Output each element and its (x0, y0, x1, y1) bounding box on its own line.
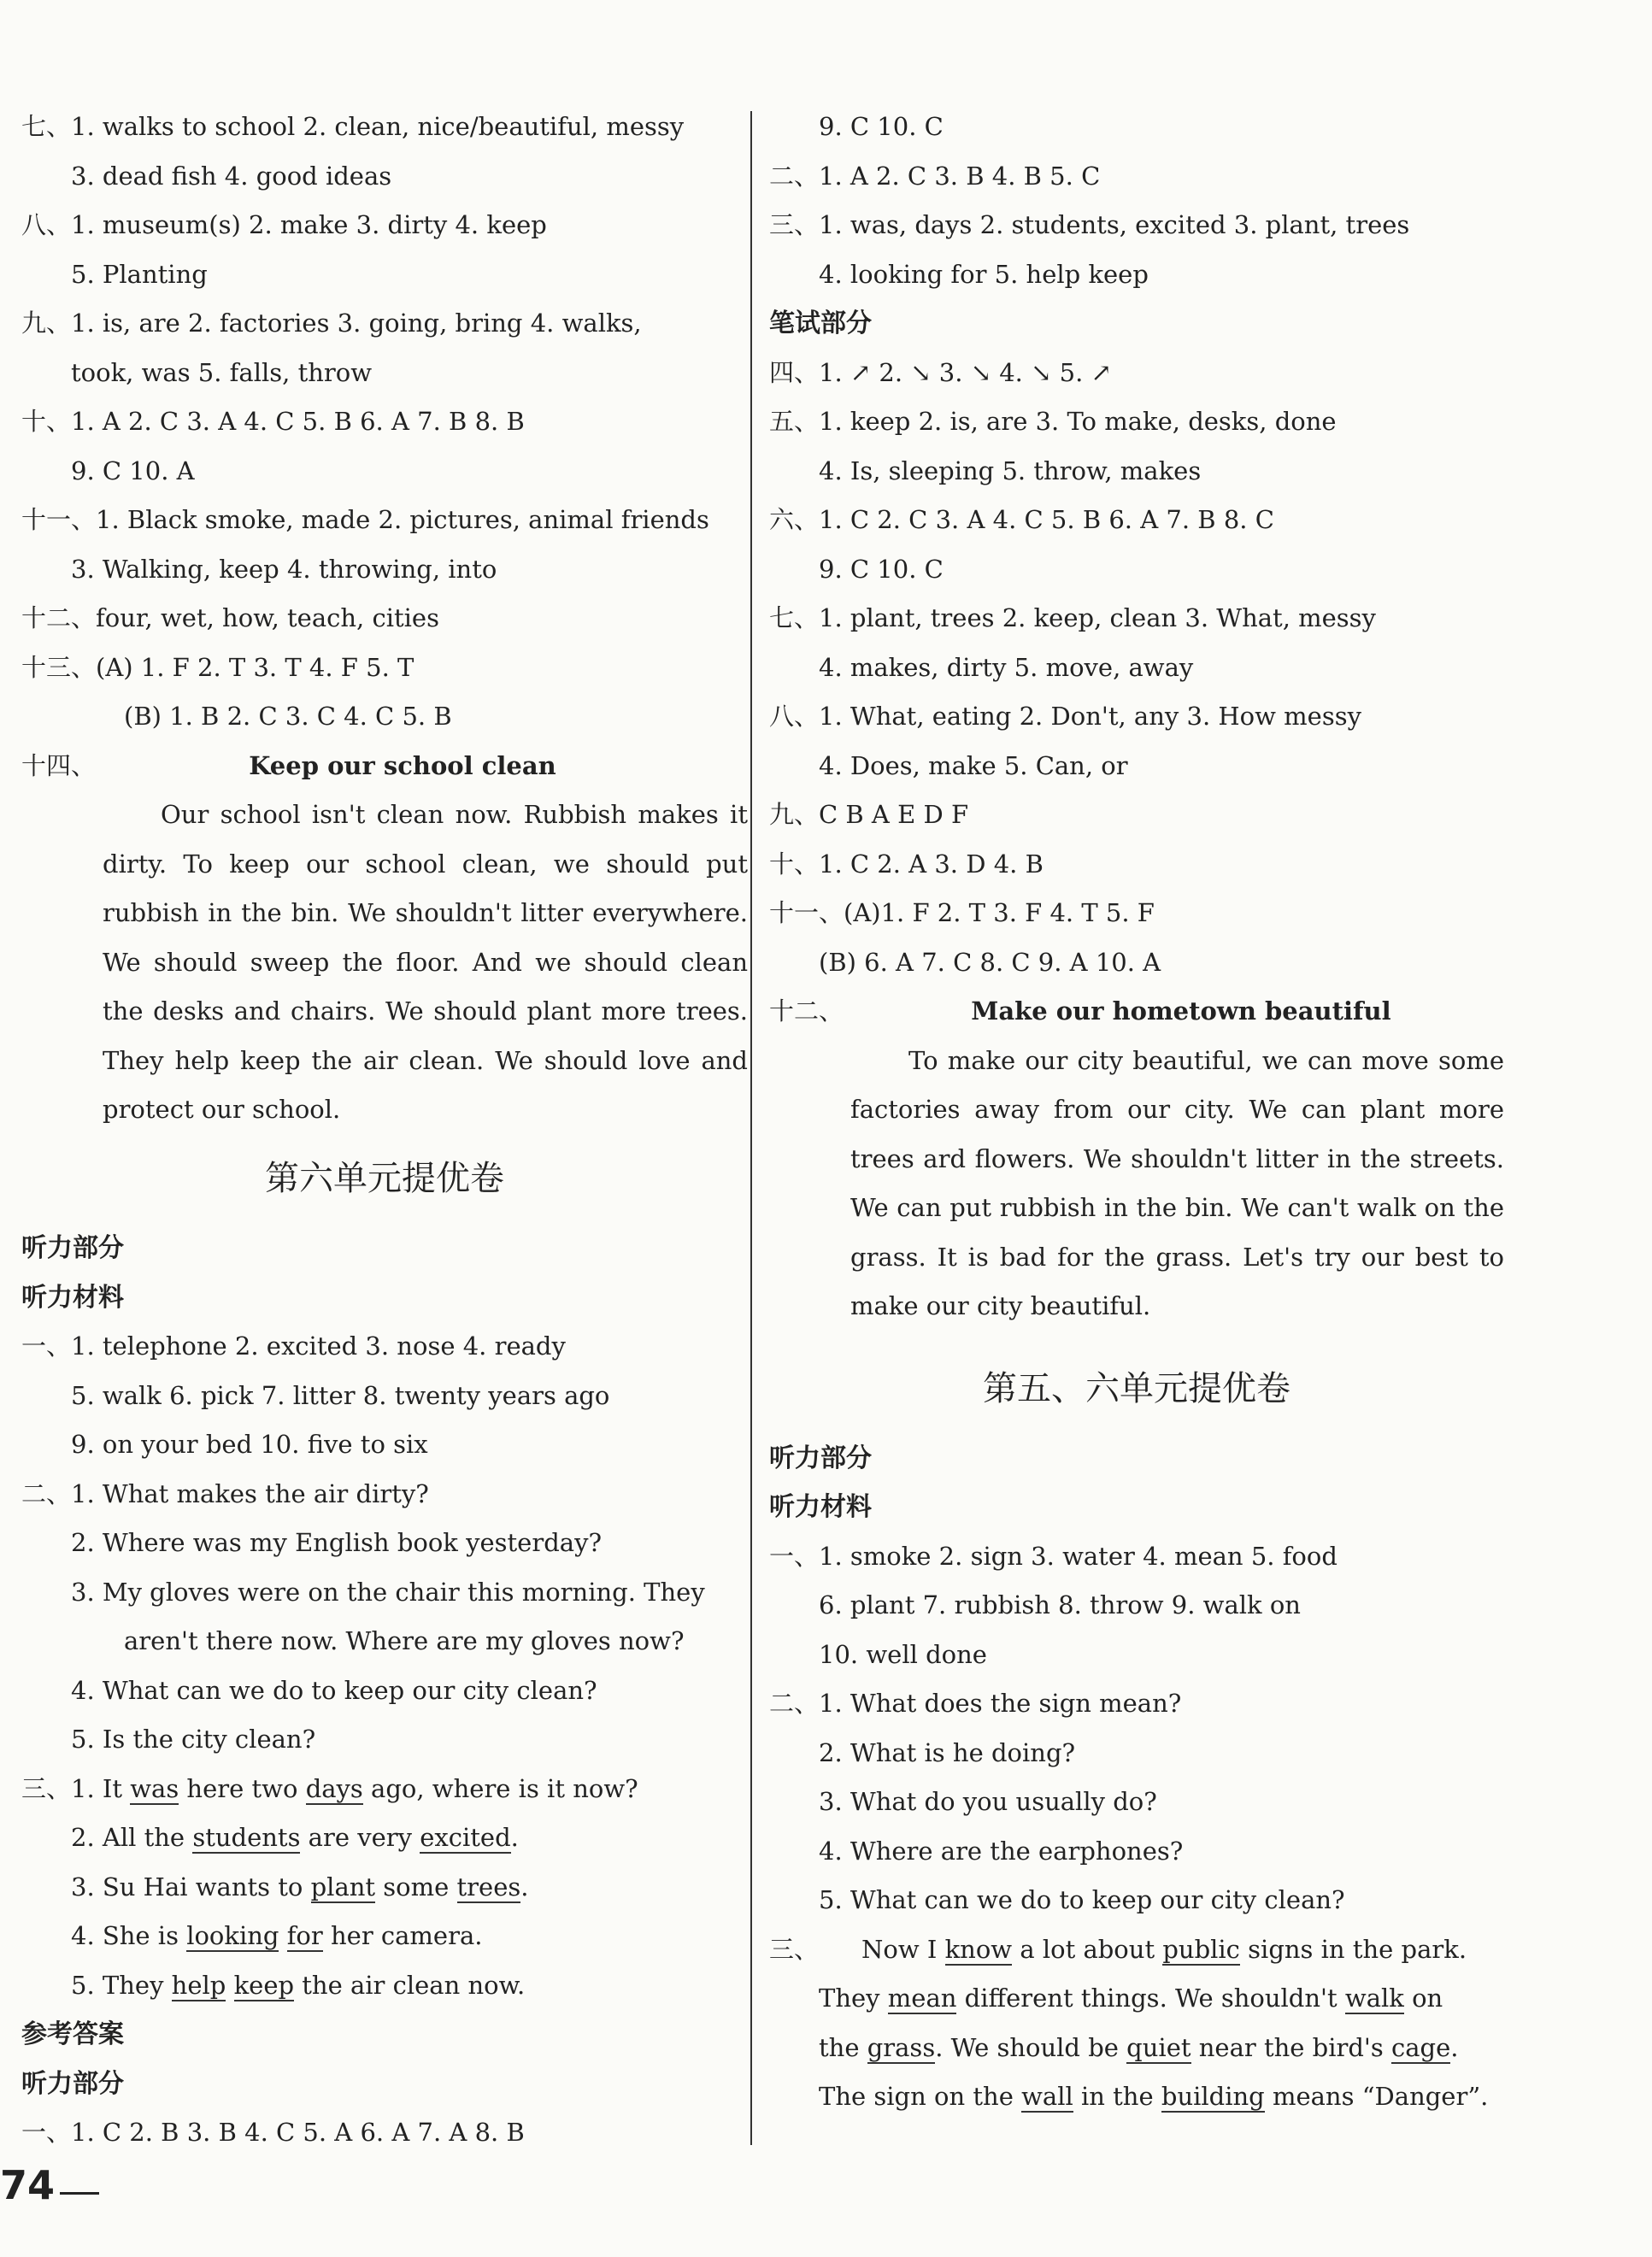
listen-line: 6. plant 7. rubbish 8. throw 9. walk on (819, 1590, 1301, 1619)
passage-line (769, 2072, 1504, 2122)
essay-heading (769, 987, 1504, 1037)
answer-line: 4. makes, dirty 5. move, away (819, 652, 1194, 682)
answer-line: 八、1. What, eating 2. Don't, any 3. How messy (769, 702, 1361, 731)
underlined-word: cage (1391, 2032, 1451, 2062)
listen-line: 3. What do you usually do? (819, 1787, 1157, 1816)
essay-body (21, 791, 748, 1134)
underlined-word: mean (887, 1984, 957, 2013)
section-heading: 听力部分 (769, 1443, 872, 1473)
answer-line: 9. C 10. C (819, 112, 944, 141)
text: the (819, 2032, 867, 2062)
answer-line: 5. Planting (71, 259, 208, 289)
answer-line: 七、1. walks to school 2. clean, nice/beautiful, messy (21, 112, 685, 141)
text: 三、1. It (21, 1773, 131, 1803)
text: near the bird's (1190, 2032, 1391, 2062)
underlined-word: building (1161, 2082, 1265, 2111)
text: some (375, 1872, 457, 1901)
dictation-line (21, 1765, 748, 1814)
listen-line: 5. Is the city clean? (71, 1725, 316, 1754)
underlined-word: grass (867, 2032, 936, 2062)
essay-title: Make our hometown beautiful (971, 996, 1391, 1026)
text: in the (1073, 2082, 1161, 2111)
dictation-line (21, 1912, 748, 1961)
text: the air clean now. (294, 1970, 526, 2000)
answer-line: 9. C 10. A (71, 456, 195, 485)
underlined-word: wall (1021, 2082, 1073, 2111)
listen-line: 4. Where are the earphones? (819, 1836, 1184, 1866)
answer-line: 十一、1. Black smoke, made 2. pictures, animal friends (21, 505, 709, 534)
unit-title: 第五、六单元提优卷 (983, 1368, 1290, 1408)
underlined-word: was (130, 1773, 179, 1803)
answer-line: 四、1. ↗ 2. ↘ 3. ↘ 4. ↘ 5. ↗ (769, 357, 1112, 387)
section-heading: 参考答案 (21, 2019, 124, 2049)
right-column (769, 103, 1504, 2122)
essay-text: Our school isn't clean now. Rubbish makes it dirty. To keep our school clean, we should put rubbish in the bin. We shouldn't litter everywhere. We should sweep the floor. And we should clean the desks and chairs. We should plant more trees. They help keep the air clean. We should love and protect our school. (103, 800, 748, 1124)
left-column (21, 103, 748, 2158)
text: Now I (861, 1934, 945, 1964)
text: signs in the park. (1239, 1934, 1467, 1964)
underlined-word: plant (310, 1872, 376, 1901)
answer-line: (B) 6. A 7. C 8. C 9. A 10. A (819, 947, 1161, 977)
text: different things. We shouldn't (956, 1984, 1345, 2013)
text: . (520, 1872, 529, 1901)
section-heading: 听力材料 (769, 1492, 872, 1522)
essay-number: 十二、 (769, 996, 844, 1026)
underlined-word: keep (233, 1970, 295, 2000)
text: 4. She is (71, 1921, 187, 1950)
answer-line: 3. Walking, keep 4. throwing, into (71, 554, 497, 584)
page-number: 74 (0, 2162, 56, 2208)
essay-text: To make our city beautiful, we can move some factories away from our city. We can plant more trees ard flowers. We shouldn't litter in the streets. We can put rubbish in the bin. We can't walk on the grass. It is bad for the grass. Let's try our best to make our city beautiful. (850, 1045, 1504, 1320)
page-number-dash (60, 2192, 99, 2195)
underlined-word: public (1162, 1934, 1240, 1964)
answer-line: 9. C 10. C (819, 554, 944, 584)
text: means “Danger”. (1264, 2082, 1489, 2111)
answer-line: 十、1. C 2. A 3. D 4. B (769, 849, 1044, 879)
answer-line: 五、1. keep 2. is, are 3. To make, desks, done (769, 407, 1337, 436)
text: . (1450, 2032, 1459, 2062)
underlined-word: trees (456, 1872, 521, 1901)
answer-line: 十、1. A 2. C 3. A 4. C 5. B 6. A 7. B 8. B (21, 407, 525, 436)
section-heading: 听力部分 (21, 1233, 124, 1263)
answer-line: 4. Is, sleeping 5. throw, makes (819, 456, 1202, 485)
listen-line: 3. My gloves were on the chair this morning. They (71, 1577, 705, 1607)
essay-body (769, 1037, 1504, 1344)
column-divider (750, 111, 752, 2145)
text: They (819, 1984, 888, 2013)
dictation-line (21, 1863, 748, 1913)
listen-line: 5. What can we do to keep our city clean? (819, 1885, 1345, 1914)
text (279, 1921, 286, 1950)
text: a lot about (1012, 1934, 1163, 1964)
listen-line: 5. walk 6. pick 7. litter 8. twenty years ago (71, 1380, 610, 1410)
text: 3. Su Hai wants to (71, 1872, 311, 1901)
text: . We should be (935, 2032, 1127, 2062)
text: ago, where is it now? (362, 1773, 638, 1803)
text: are very (300, 1823, 420, 1852)
underlined-word: students (192, 1823, 301, 1852)
answer-line: 七、1. plant, trees 2. keep, clean 3. What, messy (769, 603, 1376, 632)
section-number: 三、 (769, 1934, 820, 1964)
answer-line: 六、1. C 2. C 3. A 4. C 5. B 6. A 7. B 8. C (769, 505, 1274, 534)
underlined-word: excited (420, 1823, 511, 1852)
text: here two (179, 1773, 306, 1803)
answer-line: 4. looking for 5. help keep (819, 259, 1149, 289)
text: 5. They (71, 1970, 172, 2000)
listen-line: 4. What can we do to keep our city clean? (71, 1675, 597, 1705)
answer-line: 一、1. C 2. B 3. B 4. C 5. A 6. A 7. A 8. B (21, 2118, 525, 2147)
essay-heading (21, 742, 748, 791)
text: . (510, 1823, 519, 1852)
answer-line: 十二、four, wet, how, teach, cities (21, 603, 439, 632)
answer-line: 3. dead fish 4. good ideas (71, 161, 392, 191)
essay-number: 十四、 (21, 750, 97, 780)
underlined-word: for (286, 1921, 323, 1950)
answer-line: 十三、(A) 1. F 2. T 3. T 4. F 5. T (21, 652, 414, 682)
dictation-line (21, 1961, 748, 2011)
answer-line: took, was 5. falls, throw (71, 357, 373, 387)
underlined-word: know (944, 1934, 1013, 1964)
text: 2. All the (71, 1823, 193, 1852)
listen-line: aren't there now. Where are my gloves now? (124, 1626, 685, 1655)
answer-line: (B) 1. B 2. C 3. C 4. C 5. B (124, 702, 452, 731)
text (226, 1971, 233, 2000)
underlined-word: quiet (1126, 2032, 1191, 2062)
listen-line: 一、1. smoke 2. sign 3. water 4. mean 5. food (769, 1541, 1337, 1571)
answer-line: 九、C B A E D F (769, 800, 969, 829)
text: her camera. (322, 1921, 483, 1950)
listen-line: 二、1. What does the sign mean? (769, 1689, 1182, 1718)
listen-line: 9. on your bed 10. five to six (71, 1430, 428, 1459)
text: on (1403, 1984, 1443, 2013)
answer-line: 4. Does, make 5. Can, or (819, 750, 1128, 780)
answer-line: 九、1. is, are 2. factories 3. going, bring 4. walks, (21, 309, 642, 338)
passage-line (769, 1925, 1504, 1975)
answer-line: 三、1. was, days 2. students, excited 3. plant, trees (769, 210, 1410, 239)
answer-line: 十一、(A)1. F 2. T 3. F 4. T 5. F (769, 898, 1155, 927)
text: The sign on the (819, 2082, 1022, 2111)
listen-line: 2. What is he doing? (819, 1737, 1076, 1767)
answer-line: 二、1. A 2. C 3. B 4. B 5. C (769, 161, 1101, 191)
underlined-word: looking (186, 1921, 279, 1950)
section-heading: 听力材料 (21, 1282, 124, 1313)
essay-title: Keep our school clean (249, 750, 556, 780)
listen-line: 2. Where was my English book yesterday? (71, 1528, 602, 1557)
answer-line: 八、1. museum(s) 2. make 3. dirty 4. keep (21, 210, 547, 239)
listen-line: 10. well done (819, 1639, 987, 1669)
underlined-word: help (171, 1970, 226, 2000)
section-heading: 笔试部分 (769, 309, 872, 338)
underlined-word: walk (1344, 1984, 1404, 2013)
passage-line (769, 2024, 1504, 2073)
section-heading: 听力部分 (21, 2068, 124, 2099)
listen-line: 二、1. What makes the air dirty? (21, 1478, 429, 1508)
passage-line (769, 1974, 1504, 2024)
unit-title: 第六单元提优卷 (265, 1159, 504, 1198)
underlined-word: days (305, 1773, 363, 1803)
dictation-line (21, 1813, 748, 1863)
listen-line: 一、1. telephone 2. excited 3. nose 4. ready (21, 1331, 566, 1361)
